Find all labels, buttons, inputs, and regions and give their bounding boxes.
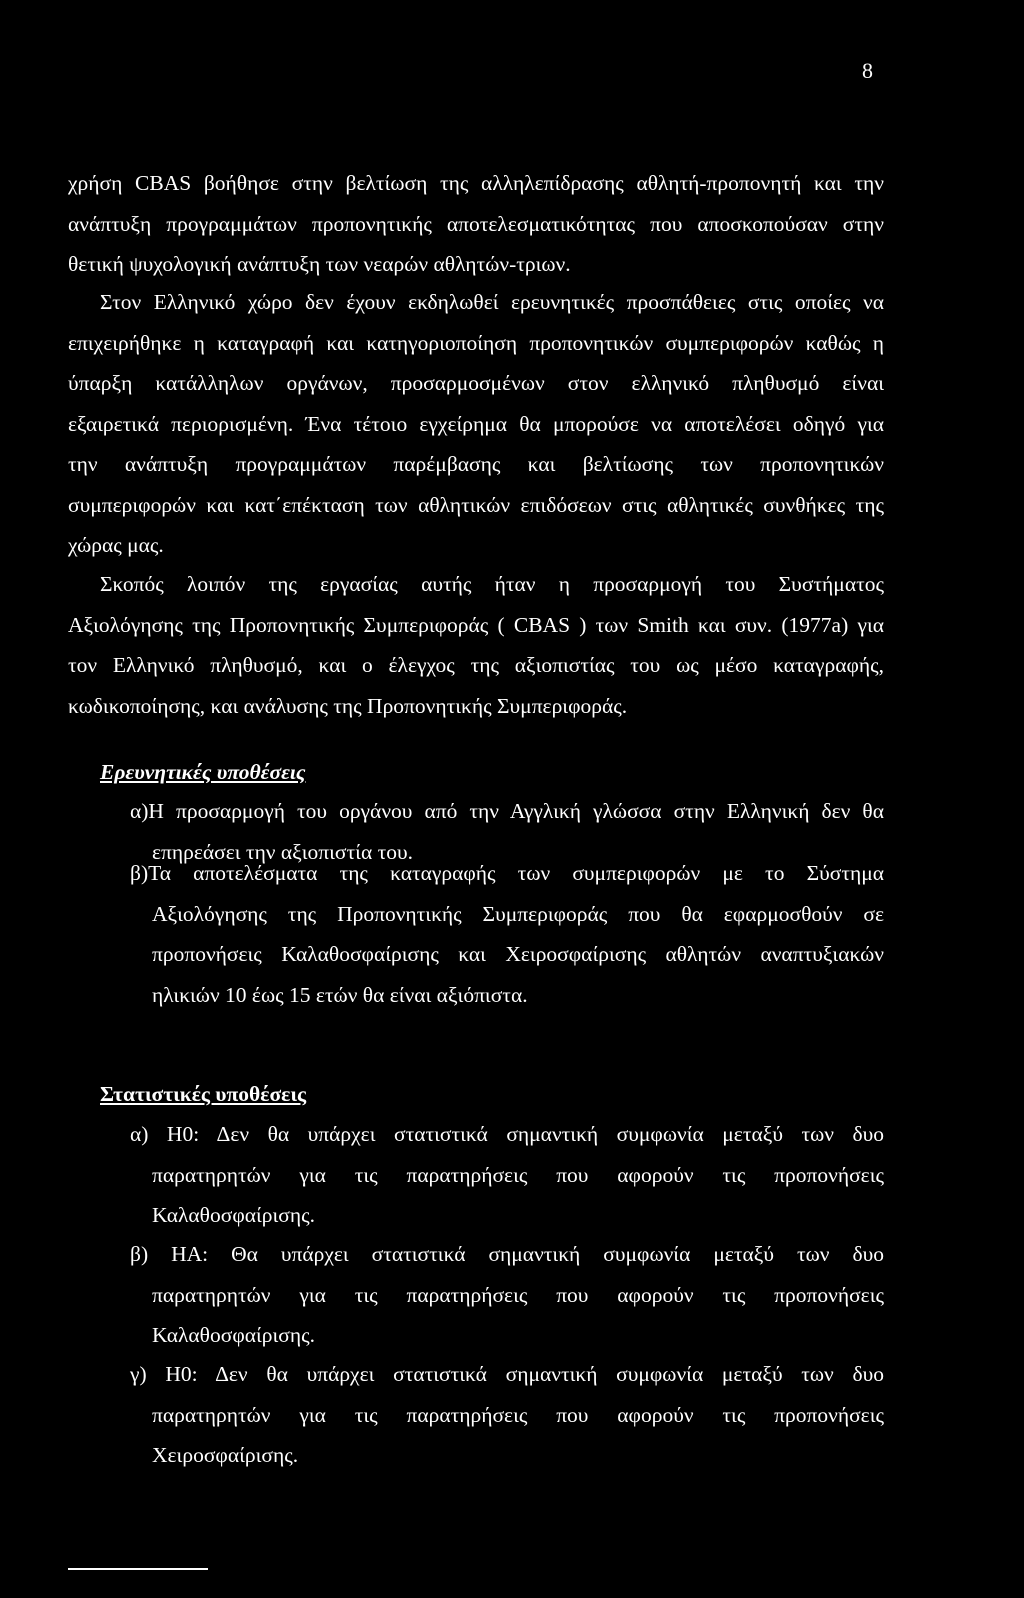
text-line: γ) Η0: Δεν θα υπάρχει στατιστικά σημαντική συμφωνία μεταξύ των δυο [130,1362,884,1386]
research-hypotheses-heading: Ερευνητικές υποθέσεις [100,760,306,784]
text-line: β) ΗΑ: Θα υπάρχει στατιστικά σημαντική συμφωνία μεταξύ των δυο [130,1242,884,1266]
paragraph-1 [68,163,884,285]
text-line: Αξιολόγησης της Προπονητικής Συμπεριφοράς που θα εφαρμοσθούν σε [152,901,884,926]
paragraph-3 [68,564,884,726]
text-line: Καλαθοσφαίρισης. [152,1203,316,1227]
text-line: ηλικιών 10 έως 15 ετών θα είναι αξιόπιστα. [152,982,528,1007]
text-line: επηρεάσει την αξιοπιστία του. [152,839,413,864]
footnote-separator [68,1568,208,1570]
text-line: α) Η0: Δεν θα υπάρχει στατιστικά σημαντική συμφωνία μεταξύ των δυο [130,1122,884,1146]
research-hypothesis-b [130,853,884,1015]
text-line: β)Τα αποτελέσματα της καταγραφής των συμπεριφορών με το Σύστημα [130,861,884,885]
text-line: ύπαρξη κατάλληλων οργάνων, προσαρμοσμένων στον ελληνικό πληθυσμό είναι [68,371,884,395]
text-line: παρατηρητών για τις παρατηρήσεις που αφορούν τις προπονήσεις [152,1282,884,1307]
page-number: 8 [862,58,873,83]
statistical-hypothesis-a [130,1114,884,1236]
text-line: Χειροσφαίρισης. [152,1443,299,1467]
text-line: χώρας μας. [68,533,164,557]
text-line: ανάπτυξη προγραμμάτων προπονητικής αποτελεσματικότητας που αποσκοπούσαν στην [68,211,884,236]
statistical-hypotheses-heading: Στατιστικές υποθέσεις [100,1082,307,1106]
text-line: εξαιρετικά περιορισμένη. Ένα τέτοιο εγχείρημα θα μπορούσε να αποτελέσει οδηγό για [68,411,884,436]
text-line: επιχειρήθηκε η καταγραφή και κατηγοριοποίηση προπονητικών συμπεριφορών καθώς η [68,330,884,355]
text-line: παρατηρητών για τις παρατηρήσεις που αφορούν τις προπονήσεις [152,1402,884,1427]
text-line: Αξιολόγησης της Προπονητικής Συμπεριφοράς ( CBAS ) των Smith και συν. (1977a) για [68,612,884,637]
paragraph-2 [68,282,884,566]
statistical-hypothesis-c [130,1354,884,1476]
text-line: παρατηρητών για τις παρατηρήσεις που αφορούν τις προπονήσεις [152,1162,884,1187]
statistical-hypothesis-b [130,1234,884,1356]
text-line: Στον Ελληνικό χώρο δεν έχουν εκδηλωθεί ερευνητικές προσπάθειες στις οποίες να [100,290,884,314]
text-line: την ανάπτυξη προγραμμάτων παρέμβασης και βελτίωσης των προπονητικών [68,452,884,476]
text-line: προπονήσεις Καλαθοσφαίρισης και Χειροσφαίρισης αθλητών αναπτυξιακών [152,942,884,966]
text-line: συμπεριφορών και κατ΄επέκταση των αθλητικών επιδόσεων στις αθλητικές συνθήκες της [68,492,884,517]
text-line: Σκοπός λοιπόν της εργασίας αυτής ήταν η προσαρμογή του Συστήματος [100,572,884,596]
text-line: Καλαθοσφαίρισης. [152,1323,316,1347]
text-line: τον Ελληνικό πληθυσμό, και ο έλεγχος της αξιοπιστίας του ως μέσο καταγραφής, [68,653,884,677]
text-line: κωδικοποίησης, και ανάλυσης της Προπονητικής Συμπεριφοράς. [68,693,628,718]
text-line: θετική ψυχολογική ανάπτυξη των νεαρών αθλητών-τριων. [68,252,571,276]
text-line: α)Η προσαρμογή του οργάνου από την Αγγλική γλώσσα στην Ελληνική δεν θα [130,799,884,823]
text-line: χρήση CBAS βοήθησε στην βελτίωση της αλληλεπίδρασης αθλητή-προπονητή και την [68,171,884,195]
